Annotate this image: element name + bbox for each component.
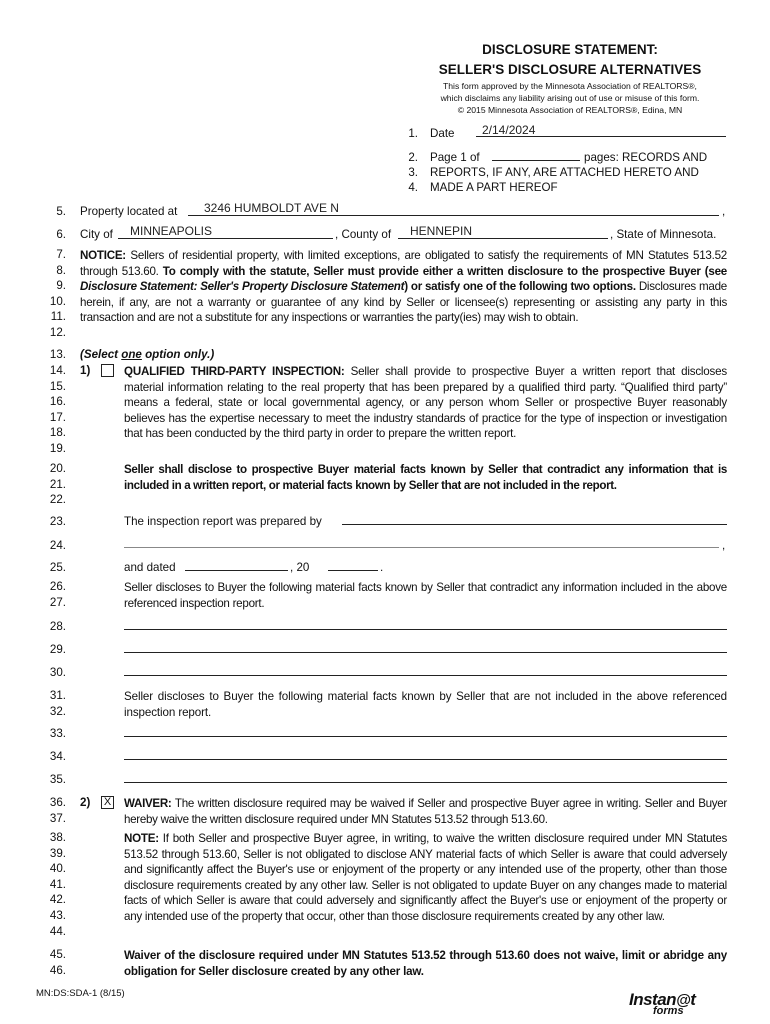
contradict-field-2[interactable]: [124, 640, 727, 653]
county-value: HENNEPIN: [410, 224, 473, 238]
note-label: NOTE:: [124, 832, 159, 845]
option-1-heading: QUALIFIED THIRD-PARTY INSPECTION:: [124, 365, 345, 378]
page-count-field[interactable]: [492, 148, 580, 161]
line-number: 17.: [49, 410, 66, 424]
city-label: City of: [80, 228, 113, 241]
option-1-body: Seller shall provide to prospective Buyer a written report that discloses material information relating to the real property that has been prepared by a qualified third party. “Qualified third party” means a federal, state or local governmental agency, or any person whom Seller or prospective Buyer reasonably believes has the expertise necessary to meet the industry standards of practice for the type of inspection or investigation that has been conducted by the third party in order to prepare the written report.: [124, 365, 727, 441]
line-number: 21.: [49, 477, 66, 491]
line-number: 1.: [408, 127, 418, 140]
dated-field[interactable]: [185, 558, 288, 571]
line-number: 15.: [49, 379, 66, 393]
line-number: 44.: [49, 924, 66, 938]
option-1-paragraph: [124, 364, 727, 442]
line-number: 5.: [56, 205, 66, 218]
select-text-end: option only.): [141, 348, 215, 361]
line-number: 41.: [49, 877, 66, 891]
line-number: 7.: [56, 248, 66, 261]
line-number: 13.: [49, 348, 66, 361]
line-number: 20.: [49, 462, 66, 475]
note-body: If both Seller and prospective Buyer agree, in writing, to waive the written disclosure required under MN Statutes 513.52 through 513.60, Seller is not obligated to disclose ANY material facts of which Seller is aware that could adversely and significantly affect the Buyer's use or enjoyment of the property or any intended use of the property, other than those disclosure requirements created by any other law. Seller is not obligated to update Buyer on any changes made to material facts of which Seller is aware that could adversely and significantly affect the Buyer's use or enjoyment of the property or any intended use of the property that occur, other than those disclosure requirements created by any other law.: [124, 832, 727, 923]
dated-label: and dated: [124, 561, 176, 574]
liability-note: which disclaims any liability arising out of use or misuse of this form.: [440, 93, 700, 103]
select-emphasis: one: [121, 348, 142, 361]
line-number: 19.: [49, 442, 66, 455]
comma: ,: [722, 205, 726, 218]
date-value: 2/14/2024: [482, 123, 536, 137]
city-value: MINNEAPOLIS: [130, 224, 213, 238]
approval-note: This form approved by the Minnesota Association of REALTORS®,: [443, 81, 697, 91]
made-part-line: MADE A PART HEREOF: [430, 181, 558, 194]
line-number: 45.: [49, 948, 66, 961]
line-number: 35.: [49, 773, 66, 786]
line-number: 38.: [49, 831, 66, 844]
line-number: 6.: [56, 228, 66, 241]
line-number: 39.: [49, 846, 66, 860]
line-number: 37.: [49, 811, 66, 825]
period: .: [380, 561, 384, 574]
notice-paragraph: [80, 248, 727, 326]
contradict-field-1[interactable]: [124, 617, 727, 630]
county-label: , County of: [335, 228, 392, 241]
line-number: 30.: [49, 666, 66, 679]
option-1-marker: 1): [80, 364, 91, 377]
final-waiver-paragraph: Waiver of the disclosure required under MN Statutes 513.52 through 513.60 does not waive, limit or abridge any obligation for Seller disclosure created by any other law.: [124, 949, 727, 978]
logo-word-end: t: [690, 990, 696, 1009]
not-included-field-2[interactable]: [124, 747, 727, 760]
instanet-forms-logo: [625, 990, 735, 1020]
line-number: 28.: [49, 620, 66, 633]
contradict-field-3[interactable]: [124, 663, 727, 676]
line-number: 40.: [49, 862, 66, 876]
not-included-paragraph: Seller discloses to Buyer the following material facts known by Seller that are not included in the above referenced inspection report.: [124, 690, 727, 719]
line-number: 22.: [49, 493, 66, 507]
line-number: 9.: [56, 279, 66, 293]
line-number: 26.: [49, 580, 66, 593]
notice-text-4: ) or satisfy one of the following two options.: [404, 280, 636, 294]
select-text: (Select: [80, 348, 122, 361]
option-2-check-mark: X: [103, 796, 112, 808]
line-number: 32.: [49, 704, 66, 718]
contradict-paragraph: Seller discloses to Buyer the following material facts known by Seller that contradict any information included in the above referenced inspection report.: [124, 581, 727, 610]
option-2-heading: WAIVER:: [124, 797, 172, 810]
line-number: 25.: [49, 561, 66, 574]
prepared-by-field[interactable]: [342, 512, 727, 525]
line-number: 18.: [49, 426, 66, 440]
line-number: 29.: [49, 643, 66, 656]
line-number: 2.: [408, 151, 418, 164]
line-number: 8.: [56, 263, 66, 277]
property-address-value: 3246 HUMBOLDT AVE N: [204, 201, 339, 215]
line-number: 16.: [49, 395, 66, 409]
form-title-line1: DISCLOSURE STATEMENT:: [482, 42, 658, 57]
page-suffix: pages: RECORDS AND: [584, 151, 708, 164]
state-text: , State of Minnesota.: [610, 228, 717, 241]
line-number: 31.: [49, 689, 66, 702]
option-2-marker: 2): [80, 796, 91, 809]
line-number: 27.: [49, 595, 66, 609]
line-number: 3.: [408, 166, 418, 179]
prepared-by-label: The inspection report was prepared by: [124, 515, 322, 528]
notice-text-1: Sellers of residential property, with limited exceptions, are obligated to satisfy the requirements of MN Statutes 513.52 through 513.60.: [80, 249, 727, 278]
form-code: MN:DS:SDA-1 (8/15): [36, 988, 125, 999]
date-label: Date: [430, 127, 455, 140]
line-number: 42.: [49, 893, 66, 907]
not-included-field-1[interactable]: [124, 724, 727, 737]
option-1-bold-paragraph: Seller shall disclose to prospective Buyer material facts known by Seller that contradict any information that is included in a written report, or material facts known by Seller that are not included in the report.: [124, 463, 727, 492]
line-number: 23.: [49, 515, 66, 528]
option-1-checkbox[interactable]: [101, 364, 114, 377]
notice-label: NOTICE:: [80, 249, 126, 262]
notice-text-2: To comply with the statute, Seller must provide either a written disclosure to the prospective Buyer (see: [162, 264, 727, 278]
line-number: 36.: [49, 796, 66, 809]
line-number: 46.: [49, 963, 66, 977]
notice-text-5: Disclosures made herein, if any, are not a warranty or guarantee of any kind by Seller or licensee(s) representing or assisting any party in this transaction and are not a substitute for any inspections or warranties the party(ies) may wish to obtain.: [80, 280, 727, 325]
line-number: 34.: [49, 750, 66, 763]
select-instruction: [80, 348, 214, 361]
line-number: 43.: [49, 909, 66, 922]
option-2-paragraph: [124, 796, 727, 827]
line-number: 12.: [49, 326, 66, 339]
option-2-body: The written disclosure required may be waived if Seller and prospective Buyer agree in writing. Seller and Buyer hereby waive the written disclosure required under MN Statutes 513.52 through 513.60.: [124, 797, 727, 826]
logo-word: Instan: [629, 990, 677, 1009]
property-label: Property located at: [80, 205, 178, 218]
comma: ,: [722, 539, 726, 552]
form-title-line2: SELLER'S DISCLOSURE ALTERNATIVES: [438, 62, 702, 77]
logo-subword: forms: [653, 1005, 684, 1017]
prepared-by-field-2[interactable]: [124, 535, 719, 548]
line-number: 14.: [49, 364, 66, 377]
year-field[interactable]: [328, 558, 378, 571]
reports-line: REPORTS, IF ANY, ARE ATTACHED HERETO AND: [430, 166, 699, 179]
page-label: Page 1 of: [430, 151, 480, 164]
line-number: 4.: [408, 181, 418, 194]
line-number: 10.: [49, 294, 66, 308]
copyright-note: © 2015 Minnesota Association of REALTORS®, Edina, MN: [457, 105, 683, 115]
notice-form-reference: Disclosure Statement: Seller's Property Disclosure Statement: [80, 280, 405, 294]
line-number: 11.: [50, 310, 66, 324]
line-number: 24.: [49, 539, 66, 552]
option-2-checkbox[interactable]: [101, 796, 114, 809]
logo-at-icon: @: [676, 992, 691, 1009]
not-included-field-3[interactable]: [124, 770, 727, 783]
line-number: 33.: [49, 727, 66, 740]
note-paragraph: [124, 831, 727, 925]
year-label: , 20: [290, 561, 310, 574]
